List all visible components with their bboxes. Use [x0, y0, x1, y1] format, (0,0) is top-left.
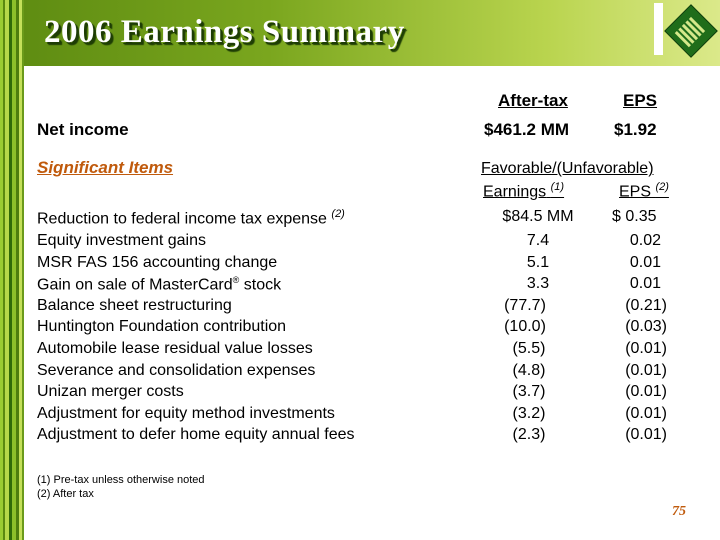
row-eps: (0.01) — [625, 362, 667, 379]
row-label: Unizan merger costs — [37, 383, 184, 400]
row-earnings: (5.5) — [512, 340, 546, 357]
row-label: Severance and consolidation expenses — [37, 362, 316, 379]
earnings-header: Earnings $^{(1)}$ — [483, 181, 565, 201]
header-bar — [654, 3, 663, 55]
row-eps: (0.01) — [625, 340, 667, 357]
row-earnings: 3.3 — [526, 275, 550, 292]
row-eps: $ 0.35 — [612, 208, 657, 225]
row-label: Gain on sale of MasterCard® stock — [37, 275, 282, 294]
row-eps: (0.01) — [625, 426, 667, 443]
row-eps: 0.01 — [629, 254, 661, 271]
row-earnings: 7.4 — [526, 232, 550, 249]
page-title: 2006 Earnings Summary — [44, 14, 405, 50]
row-label: Adjustment for equity method investments — [37, 405, 335, 422]
row-eps: (0.03) — [625, 318, 667, 335]
row-earnings: (2.3) — [512, 426, 546, 443]
eps-subheader: EPS $^{(2)}$ — [619, 181, 669, 201]
after-tax-header: After-tax — [498, 91, 568, 110]
row-earnings: (77.7) — [504, 297, 546, 314]
favorable-unfavorable-header: Favorable/(Unfavorable) — [481, 160, 654, 177]
page-number: 75 — [672, 504, 686, 519]
row-label: MSR FAS 156 accounting change — [37, 254, 278, 271]
row-earnings: 5.1 — [526, 254, 550, 271]
row-label: Balance sheet restructuring — [37, 297, 232, 314]
net-income-label: Net income — [37, 120, 129, 139]
row-eps: 0.02 — [629, 232, 661, 249]
row-label: Equity investment gains — [37, 232, 206, 249]
eps-header: EPS — [623, 91, 658, 110]
footnote-2: (2) After tax — [37, 488, 94, 500]
net-income-after-tax: $461.2 MM — [484, 120, 570, 139]
net-income-eps: $1.92 — [614, 120, 657, 139]
row-label: Adjustment to defer home equity annual fees — [37, 426, 355, 443]
row-earnings: $84.5 MM — [502, 208, 574, 225]
row-label: Automobile lease residual value losses — [37, 340, 313, 357]
footnote-1: (1) Pre-tax unless otherwise noted — [37, 474, 205, 486]
row-earnings: (4.8) — [512, 362, 546, 379]
row-label: Reduction to federal income tax expense $^{(2)}$ — [37, 208, 345, 228]
left-stripes — [0, 0, 24, 540]
row-earnings: (10.0) — [504, 318, 546, 335]
row-label: Huntington Foundation contribution — [37, 318, 287, 335]
row-earnings: (3.2) — [512, 405, 546, 422]
row-eps: (0.21) — [625, 297, 667, 314]
significant-items-label: Significant Items — [37, 158, 174, 177]
row-eps: (0.01) — [625, 383, 667, 400]
row-eps: (0.01) — [625, 405, 667, 422]
row-earnings: (3.7) — [512, 383, 546, 400]
row-eps: 0.01 — [629, 275, 661, 292]
